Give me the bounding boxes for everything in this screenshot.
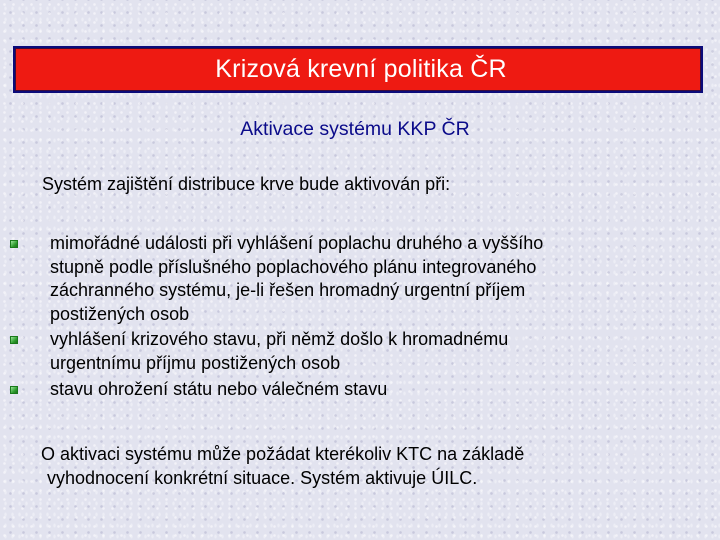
bullet-line: stupně podle příslušného poplachového plánu integrovaného <box>50 256 537 277</box>
bullet-list <box>10 232 650 405</box>
closing-paragraph <box>41 442 641 490</box>
bullet-line: stavu ohrožení státu nebo válečném stavu <box>50 379 388 399</box>
closing-line: vyhodnocení konkrétní situace. Systém aktivuje ÚILC. <box>47 468 478 488</box>
bullet-line: urgentnímu příjmu postižených osob <box>50 352 341 373</box>
title-bar <box>13 46 703 93</box>
green-square-bullet-icon <box>10 336 18 344</box>
bullet-line: mimořádné události při vyhlášení poplachu druhého a vyššího <box>50 233 544 253</box>
bullet-item <box>10 328 650 375</box>
closing-line: O aktivaci systému může požádat kterékoliv KTC na základě <box>41 444 525 464</box>
bullet-line: postižených osob <box>50 303 190 324</box>
bullet-line: záchranného systému, je-li řešen hromadný urgentní příjem <box>50 280 526 300</box>
slide-title: Krizová krevní politika ČR <box>215 55 507 83</box>
intro-text: Systém zajištění distribuce krve bude aktivován při: <box>42 174 451 194</box>
bullet-line: vyhlášení krizového stavu, při němž došlo k hromadnému <box>50 329 509 349</box>
slide-subtitle: Aktivace systému KKP ČR <box>240 118 470 140</box>
bullet-item <box>10 378 650 402</box>
bullet-item <box>10 232 650 326</box>
green-square-bullet-icon <box>10 240 18 248</box>
green-square-bullet-icon <box>10 386 18 394</box>
